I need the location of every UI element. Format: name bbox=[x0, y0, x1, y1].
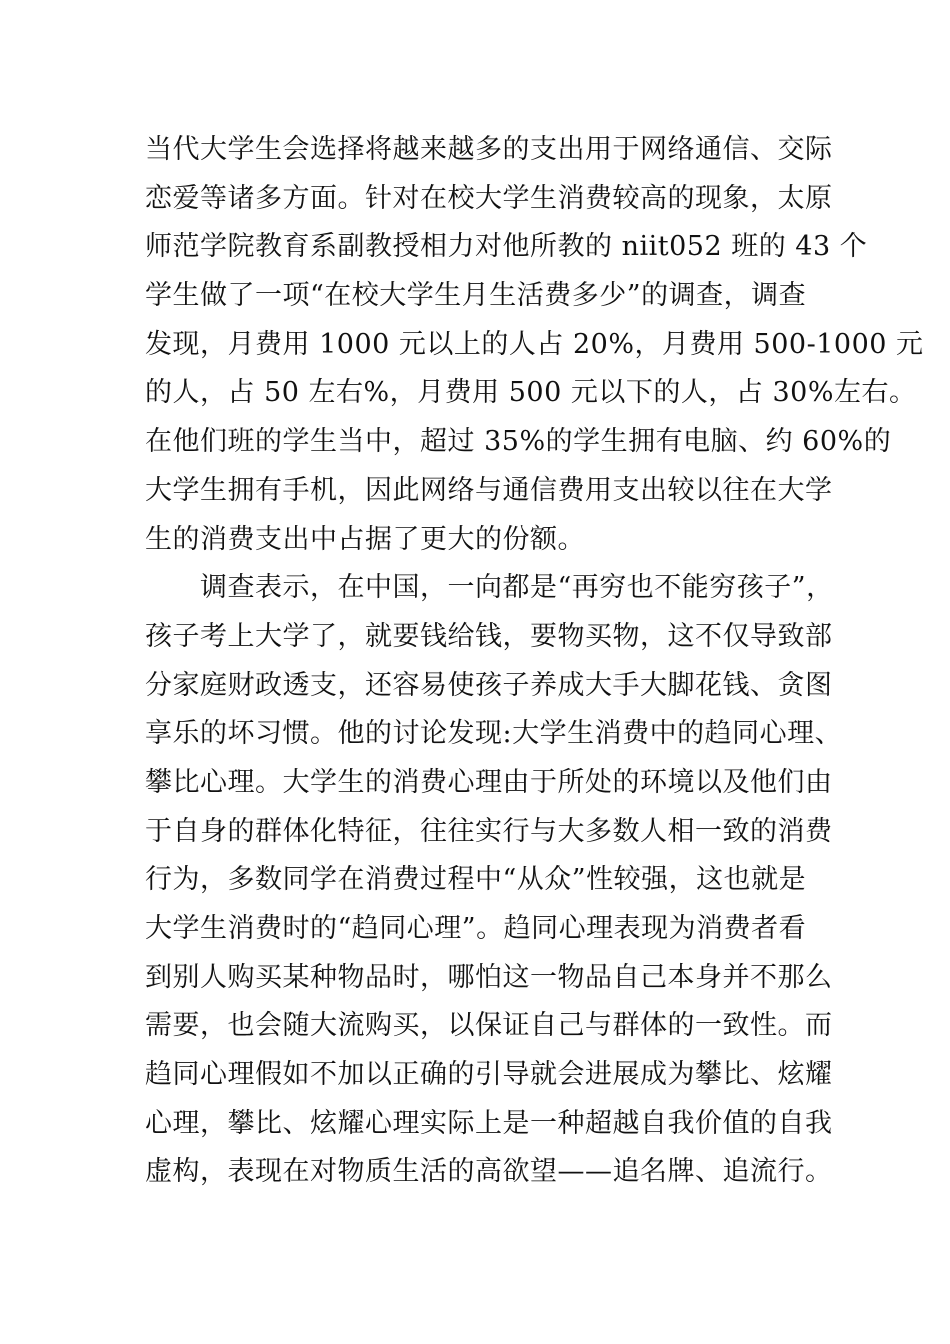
text-line: 需要，也会随大流购买，以保证自己与群体的一致性。而 bbox=[145, 1010, 833, 1042]
text-line: 的人，占 50 左右%，月费用 500 元以下的人，占 30%左右。 bbox=[145, 377, 917, 409]
text-line: 生的消费支出中占据了更大的份额。 bbox=[145, 523, 585, 555]
body-text bbox=[145, 126, 924, 1197]
text-line: 行为，多数同学在消费过程中“从众”性较强，这也就是 bbox=[145, 864, 807, 896]
text-line: 趋同心理假如不加以正确的引导就会进展成为攀比、炫耀 bbox=[145, 1059, 833, 1091]
text-line: 攀比心理。大学生的消费心理由于所处的环境以及他们由 bbox=[145, 766, 833, 798]
text-line: 大学生拥有手机，因此网络与通信费用支出较以往在大学 bbox=[145, 474, 833, 506]
text-line: 大学生消费时的“趋同心理”。趋同心理表现为消费者看 bbox=[145, 913, 807, 944]
text-line: 享乐的坏习惯。他的讨论发现:大学生消费中的趋同心理、 bbox=[145, 718, 843, 750]
paragraph-1 bbox=[145, 126, 924, 564]
text-line: 虚构，表现在对物质生活的高欲望——追名牌、追流行。 bbox=[145, 1156, 833, 1188]
paragraph-2 bbox=[145, 564, 843, 1197]
text-line: 恋爱等诸多方面。针对在校大学生消费较高的现象，太原 bbox=[145, 182, 833, 214]
text-line: 师范学院教育系副教授相力对他所教的 niit052 班的 43 个 bbox=[145, 231, 868, 263]
text-line: 到别人购买某种物品时，哪怕这一物品自己本身并不那么 bbox=[145, 961, 833, 993]
text-line: 孩子考上大学了，就要钱给钱，要物买物，这不仅导致部 bbox=[145, 620, 833, 652]
text-line: 在他们班的学生当中，超过 35%的学生拥有电脑、约 60%的 bbox=[145, 426, 892, 458]
text-line: 当代大学生会选择将越来越多的支出用于网络通信、交际 bbox=[145, 134, 833, 165]
text-line: 发现，月费用 1000 元以上的人占 20%，月费用 500-1000 元 bbox=[145, 328, 924, 360]
text-line: 分家庭财政透支，还容易使孩子养成大手大脚花钱、贪图 bbox=[145, 669, 833, 701]
text-line: 学生做了一项“在校大学生月生活费多少”的调查，调查 bbox=[145, 280, 807, 312]
text-line: 心理，攀比、炫耀心理实际上是一种超越自我价值的自我 bbox=[145, 1107, 833, 1139]
text-line: 调查表示，在中国，一向都是“再穷也不能穷孩子”， bbox=[200, 572, 834, 604]
text-line: 于自身的群体化特征，往往实行与大多数人相一致的消费 bbox=[145, 815, 833, 847]
